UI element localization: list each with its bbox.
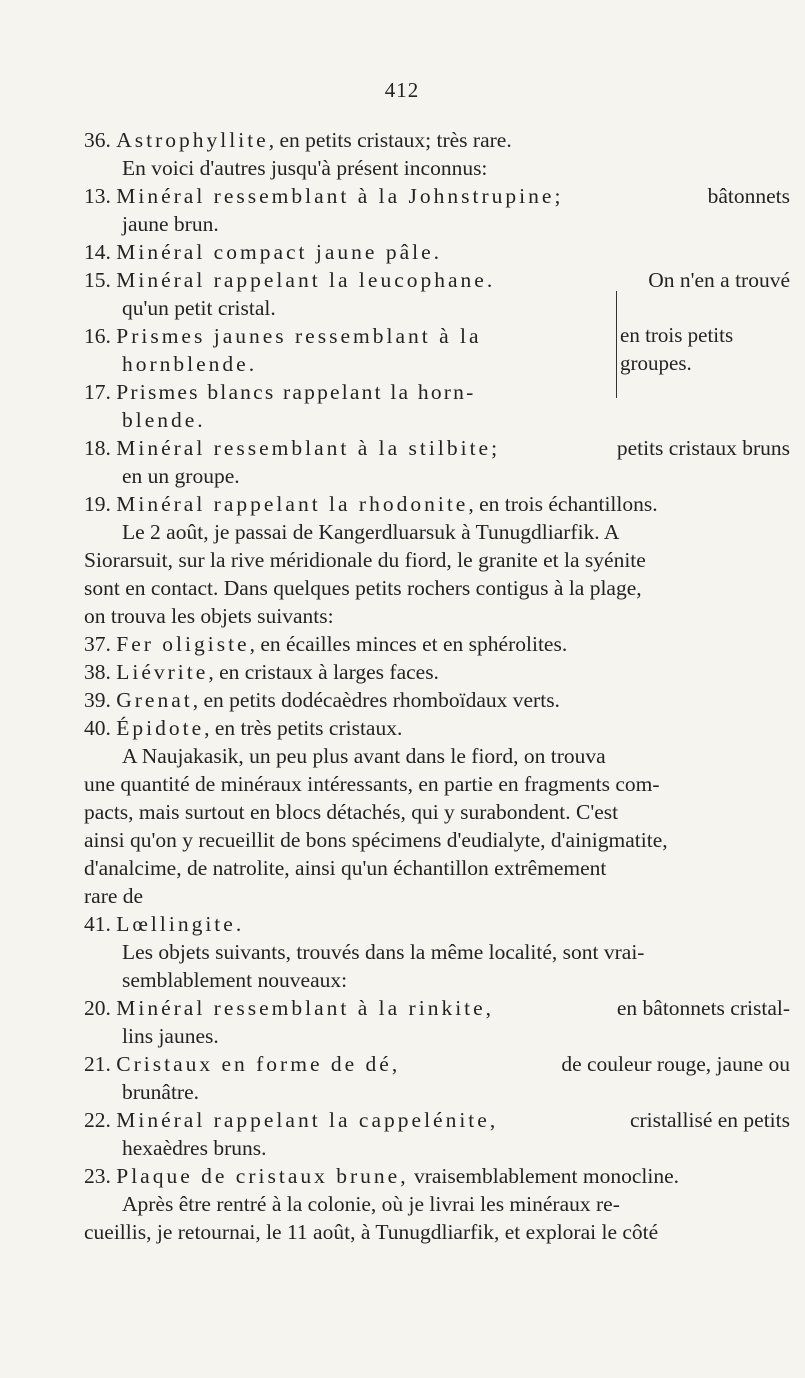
mineral-name: Plaque de cristaux brune, bbox=[116, 1164, 409, 1188]
entry-text: vraisemblablement monocline. bbox=[413, 1164, 680, 1188]
page-number: 412 bbox=[384, 78, 420, 102]
intro-unknown: En voici d'autres jusqu'à présent inconnus: bbox=[122, 156, 488, 180]
mineral-name: Astrophyllite bbox=[116, 128, 269, 152]
entry-38 bbox=[84, 658, 439, 686]
brace bbox=[602, 291, 617, 398]
paragraph-line: Siorarsuit, sur la rive méridionale du fiord, le granite et la syénite bbox=[84, 548, 646, 572]
entry-number: 18. bbox=[84, 436, 111, 460]
entry-number: 13. bbox=[84, 184, 111, 208]
entry-number: 37. bbox=[84, 632, 111, 656]
paragraph-line: on trouva les objets suivants: bbox=[84, 604, 334, 628]
entry-number: 15. bbox=[84, 268, 111, 292]
paragraph-line: Les objets suivants, trouvés dans la même localité, sont vrai- bbox=[122, 940, 645, 964]
entry-number: 16. bbox=[84, 324, 111, 348]
entry-text: petits cristaux bruns bbox=[616, 436, 790, 460]
entry-number: 14. bbox=[84, 240, 111, 264]
paragraph-line: Après être rentré à la colonie, où je livrai les minéraux re- bbox=[122, 1192, 620, 1216]
mineral-name: Minéral ressemblant à la stilbite; bbox=[116, 436, 501, 460]
mineral-name: Minéral rappelant la leucophane. bbox=[116, 268, 496, 292]
mineral-name: Cristaux en forme de dé, bbox=[116, 1052, 401, 1076]
entry-text: cristallisé en petits bbox=[629, 1108, 790, 1132]
entry-17 bbox=[84, 378, 475, 406]
mineral-name: Épidote bbox=[116, 716, 205, 740]
entry-16-cont: hornblende. bbox=[122, 352, 258, 376]
entry-number: 36. bbox=[84, 128, 111, 152]
mineral-name: Minéral ressemblant à la Johnstrupine; bbox=[116, 184, 564, 208]
entry-number: 20. bbox=[84, 996, 111, 1020]
entry-14 bbox=[84, 238, 442, 266]
paragraph-line: cueillis, je retournai, le 11 août, à Tunugdliarfik, et explorai le côté bbox=[84, 1220, 659, 1244]
entry-20 bbox=[84, 994, 790, 1022]
entry-36 bbox=[84, 126, 512, 154]
entry-20-cont: lins jaunes. bbox=[122, 1024, 219, 1048]
mineral-name: Minéral compact jaune pâle. bbox=[116, 240, 443, 264]
entry-number: 19. bbox=[84, 492, 111, 516]
paragraph-line: une quantité de minéraux intéressants, en partie en fragments com- bbox=[84, 772, 660, 796]
entry-number: 23. bbox=[84, 1164, 111, 1188]
entry-number: 22. bbox=[84, 1108, 111, 1132]
entry-text: , en cristaux à larges faces. bbox=[208, 660, 439, 684]
mineral-name: Minéral rappelant la cappelénite, bbox=[116, 1108, 499, 1132]
entry-text: de couleur rouge, jaune ou bbox=[561, 1052, 790, 1076]
paragraph-line: d'analcime, de natrolite, ainsi qu'un échantillon extrêmement bbox=[84, 856, 607, 880]
entry-21-cont: brunâtre. bbox=[122, 1080, 200, 1104]
entry-17-cont: blende. bbox=[122, 408, 206, 432]
entry-number: 17. bbox=[84, 380, 111, 404]
entry-40 bbox=[84, 714, 402, 742]
entry-23 bbox=[84, 1162, 679, 1190]
paragraph-line: rare de bbox=[84, 884, 144, 908]
mineral-name: Lœllingite. bbox=[116, 912, 245, 936]
mineral-name: Grenat bbox=[116, 688, 193, 712]
paragraph-line: A Naujakasik, un peu plus avant dans le fiord, on trouva bbox=[122, 744, 606, 768]
entry-22 bbox=[84, 1106, 790, 1134]
paragraph-line: semblablement nouveaux: bbox=[122, 968, 348, 992]
mineral-name: Prismes blancs rappelant la horn- bbox=[116, 380, 476, 404]
entry-number: 40. bbox=[84, 716, 111, 740]
entry-18 bbox=[84, 434, 790, 462]
entry-text: , en trois échantillons. bbox=[468, 492, 658, 516]
paragraph-line: Le 2 août, je passai de Kangerdluarsuk à Tunugdliarfik. A bbox=[122, 520, 620, 544]
entry-37 bbox=[84, 630, 567, 658]
entry-13 bbox=[84, 182, 790, 210]
mineral-name: Prismes jaunes ressemblant à la bbox=[116, 324, 482, 348]
entry-16 bbox=[84, 322, 482, 350]
paragraph-line: sont en contact. Dans quelques petits rochers contigus à la plage, bbox=[84, 576, 642, 600]
entry-39 bbox=[84, 686, 560, 714]
entry-18-cont: en un groupe. bbox=[122, 464, 240, 488]
entry-number: 21. bbox=[84, 1052, 111, 1076]
entry-number: 38. bbox=[84, 660, 111, 684]
bracket-note-2: groupes. bbox=[620, 351, 692, 375]
entry-text: On n'en a trouvé bbox=[648, 268, 790, 292]
entry-text: , en écailles minces et en sphérolites. bbox=[249, 632, 568, 656]
entry-13-cont: jaune brun. bbox=[122, 212, 219, 236]
entry-text: , en petits dodécaèdres rhomboïdaux verts. bbox=[192, 688, 560, 712]
entry-15 bbox=[84, 266, 790, 294]
entry-text: en bâtonnets cristal- bbox=[616, 996, 790, 1020]
entry-19 bbox=[84, 490, 658, 518]
paragraph-line: ainsi qu'on y recueillit de bons spécimens d'eudialyte, d'ainigmatite, bbox=[84, 828, 668, 852]
entry-22-cont: hexaèdres bruns. bbox=[122, 1136, 267, 1160]
mineral-name: Minéral rappelant la rhodonite bbox=[116, 492, 469, 516]
entry-number: 39. bbox=[84, 688, 111, 712]
entry-text: bâtonnets bbox=[707, 184, 790, 208]
mineral-name: Minéral ressemblant à la rinkite, bbox=[116, 996, 495, 1020]
paragraph-line: pacts, mais surtout en blocs détachés, qui y surabondent. C'est bbox=[84, 800, 619, 824]
mineral-name: Fer oligiste bbox=[116, 632, 250, 656]
entry-text: , en petits cristaux; très rare. bbox=[268, 128, 512, 152]
entry-15-cont: qu'un petit cristal. bbox=[122, 296, 276, 320]
entry-text: , en très petits cristaux. bbox=[204, 716, 403, 740]
entry-41 bbox=[84, 910, 244, 938]
entry-number: 41. bbox=[84, 912, 111, 936]
mineral-name: Liévrite bbox=[116, 660, 209, 684]
bracket-note-1: en trois petits bbox=[620, 323, 734, 347]
entry-21 bbox=[84, 1050, 790, 1078]
